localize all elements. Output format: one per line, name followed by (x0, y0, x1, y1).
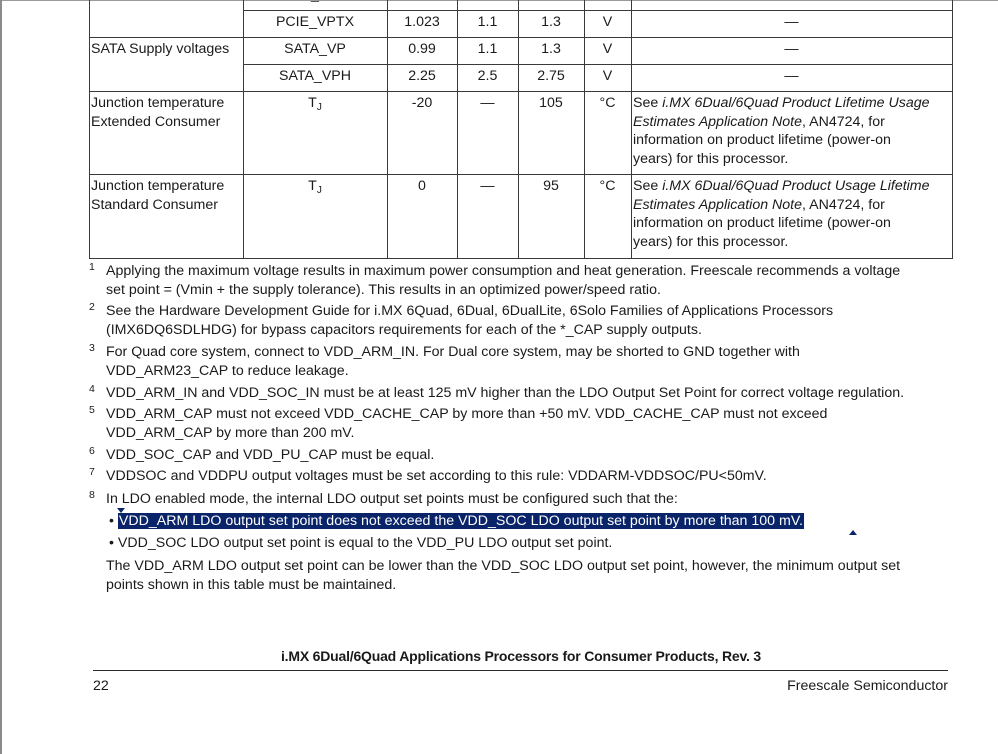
cell-symbol (243, 177, 387, 198)
comment-text: See (633, 95, 663, 111)
footnote-number: 8 (89, 489, 95, 501)
footnote-number: 6 (89, 445, 95, 457)
cell-comment-line1 (633, 94, 930, 113)
cell-typ: — (480, 95, 495, 111)
cell-comment-line4: years) for this processor. (633, 150, 789, 167)
cell-typ: 1.1 (477, 41, 498, 57)
doc-reference-title: Estimates Application Note (633, 113, 803, 130)
cell-max: 95 (543, 178, 559, 194)
comment-text: , AN4724, for (802, 113, 885, 130)
cell-comment: — (784, 14, 799, 30)
selected-text[interactable]: VDD_ARM LDO output set point does not exceed the VDD_SOC LDO output set point by more than 100 mV. (118, 513, 803, 529)
cell-comment-line1 (633, 177, 930, 196)
cell-max: 105 (539, 95, 563, 111)
cell-symbol: PCIE_VPTX (275, 14, 355, 30)
cell-comment-line3: information on product lifetime (power-on (633, 132, 891, 148)
cell-min: 0.99 (408, 41, 436, 57)
doc-reference-title: Estimates Application Note (633, 196, 803, 213)
cell-max: 1.3 (541, 41, 561, 57)
symbol-subscript: J (316, 185, 322, 196)
cell-comment-line2 (633, 196, 885, 215)
page-number: 22 (93, 678, 109, 694)
cell-symbol (243, 94, 387, 115)
selection-start-handle-icon[interactable] (117, 508, 125, 513)
footnote-text: (IMX6DQ6SDLHDG) for bypass capacitors requirements for each of the *_CAP supply outputs. (106, 322, 702, 338)
footnote-text: points shown in this table must be maintained. (106, 577, 397, 593)
cell-parameter: SATA Supply voltages (91, 41, 230, 57)
cell-max: 2.75 (537, 68, 565, 84)
cell-unit: V (602, 68, 613, 84)
specs-table (89, 0, 953, 259)
symbol-text: T (308, 178, 317, 194)
document-footer-title: i.MX 6Dual/6Quad Applications Processors for Consumer Products, Rev. 3 (280, 648, 761, 664)
footnote-number: 3 (89, 342, 95, 354)
symbol-subscript: J (316, 102, 322, 113)
cell-comment: — (784, 41, 799, 57)
footnote-text: set point = (Vmin + the supply tolerance). This results in an optimized power/speed ratio. (106, 282, 661, 298)
cell-comment-line2 (633, 113, 885, 132)
cell-symbol: SATA_VP (284, 41, 346, 57)
cell-unit: °C (599, 178, 616, 194)
comment-text: See (633, 178, 663, 194)
cell-comment-line3: information on product lifetime (power-on (633, 215, 891, 231)
footnote-number: 2 (89, 301, 95, 313)
footnote-text: VDD_ARM_CAP by more than 200 mV. (106, 425, 355, 441)
bullet-text: VDD_SOC LDO output set point is equal to the VDD_PU LDO output set point. (117, 535, 613, 551)
doc-reference-title: i.MX 6Dual/6Quad Product Lifetime Usage (662, 95, 930, 111)
doc-reference-title: i.MX 6Dual/6Quad Product Usage Lifetime (662, 178, 930, 194)
footnote-number: 5 (89, 404, 95, 416)
footnote-text: VDD_ARM_IN and VDD_SOC_IN must be at least 125 mV higher than the LDO Output Set Point for correct voltage regulation. (106, 385, 905, 401)
footer-divider (93, 670, 948, 671)
bullet-icon: • (109, 535, 114, 551)
footer-company: Freescale Semiconductor (787, 678, 948, 694)
cell-typ: — (480, 178, 495, 194)
cell-comment: — (784, 68, 799, 84)
footnote-number: 1 (89, 261, 95, 273)
footnote-number: 7 (89, 466, 95, 478)
footnote-number: 4 (89, 383, 95, 395)
cell-parameter-line2: Extended Consumer (91, 113, 221, 130)
cell-comment-line4: years) for this processor. (633, 233, 789, 250)
cell-unit: °C (599, 95, 616, 111)
cell-unit: V (602, 41, 613, 57)
selection-end-handle-icon[interactable] (849, 530, 857, 535)
cell-unit: V (602, 14, 613, 30)
cell-symbol: SATA_VPH (278, 68, 351, 84)
footnote-text: See the Hardware Development Guide for i.MX 6Quad, 6Dual, 6DualLite, 6Solo Families of Applications Processors (106, 303, 834, 319)
footnote-text: VDD_ARM_CAP must not exceed VDD_CACHE_CAP by more than +50 mV. VDD_CACHE_CAP must not exceed (106, 406, 828, 422)
footnote-text: Applying the maximum voltage results in maximum power consumption and heat generation. Freescale recommends a voltage (106, 263, 901, 279)
cell-parameter-line1: Junction temperature (91, 178, 225, 194)
cell-min: -20 (411, 95, 433, 111)
footnote-text: VDD_ARM23_CAP to reduce leakage. (106, 363, 349, 379)
bullet-icon: • (109, 513, 114, 529)
cell-typ: 1.1 (477, 14, 498, 30)
footnote-text: VDD_SOC_CAP and VDD_PU_CAP must be equal. (106, 447, 435, 463)
bullet-item-selected[interactable] (109, 512, 804, 531)
bullet-item (109, 534, 612, 553)
footnote-text: VDDSOC and VDDPU output voltages must be set according to this rule: VDDARM-VDDSOC/PU<50mV. (106, 468, 767, 484)
cell-max: 1.3 (541, 14, 561, 30)
partial-row-fragment (243, 0, 387, 5)
comment-text: , AN4724, for (802, 196, 885, 213)
cell-parameter-line1: Junction temperature (91, 95, 225, 111)
footnote-text: The VDD_ARM LDO output set point can be lower than the VDD_SOC LDO output set point, however, the minimum output set (106, 558, 901, 574)
cell-parameter-line2: Standard Consumer (91, 196, 218, 213)
cell-typ: 2.5 (477, 68, 498, 84)
cell-min: 0 (418, 178, 426, 194)
symbol-text: T (308, 95, 317, 111)
cell-min: 1.023 (404, 14, 440, 30)
footnote-text: In LDO enabled mode, the internal LDO output set points must be configured such that the: (106, 491, 678, 507)
footnote-text: For Quad core system, connect to VDD_ARM_IN. For Dual core system, may be shorted to GND together with (106, 344, 800, 360)
cell-min: 2.25 (408, 68, 436, 84)
